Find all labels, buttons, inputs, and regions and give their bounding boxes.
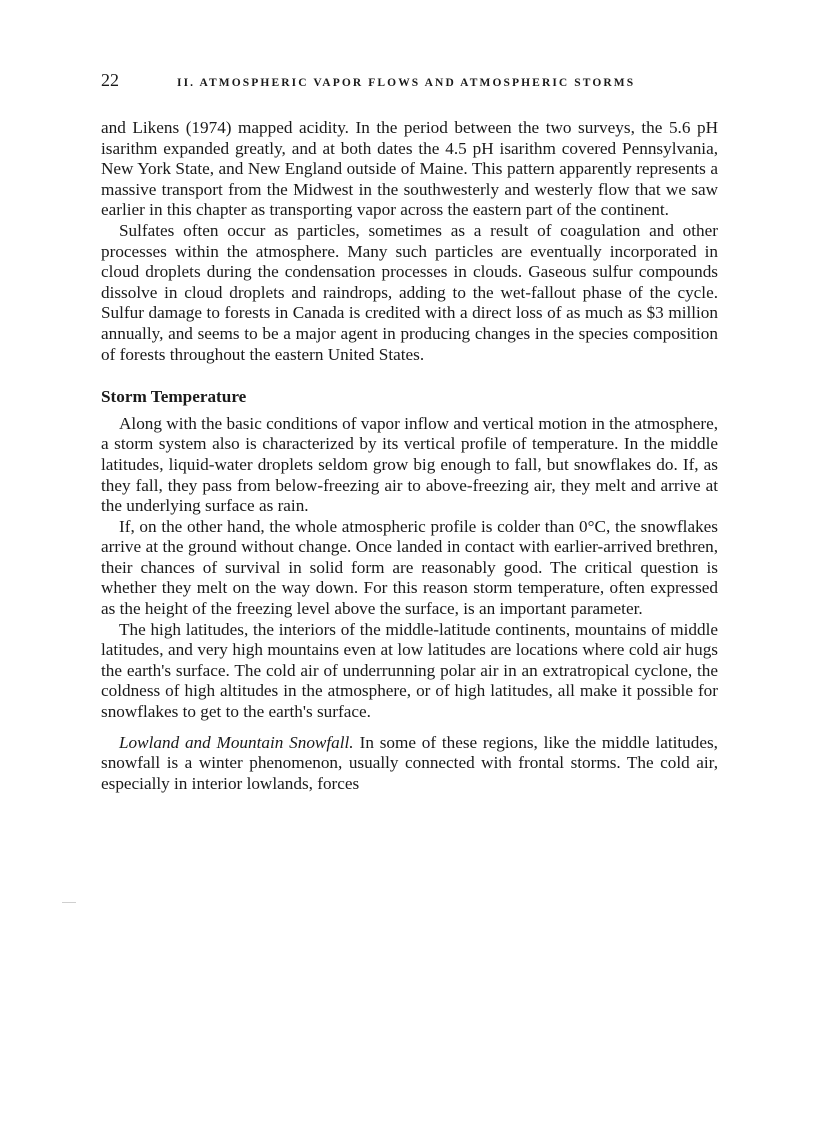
paragraph-acidity: and Likens (1974) mapped acidity. In the period between the two surveys, the 5.6 pH isarithm expanded greatly, and at both dates the 4.5 pH isarithm covered Pennsylvania, New York State, and New England outside of Maine. This pattern apparently represents a massive transport from the Midwest in the southwesterly and westerly flow that we saw earlier in this chapter as transporting vapor across the eastern part of the continent. [101, 118, 718, 220]
paragraph-snowfall [101, 733, 718, 795]
paragraph-snowfall-text: In some of these regions, like the middle latitudes, snowfall is a winter phenomenon, usually connected with frontal storms. The cold air, especially in interior lowlands, forces [101, 732, 718, 793]
paragraph-sulfates: Sulfates often occur as particles, sometimes as a result of coagulation and other processes within the atmosphere. Many such particles are eventually incorporated in cloud droplets during the condensation processes in clouds. Gaseous sulfur compounds dissolve in cloud droplets and raindrops, adding to the wet-fallout phase of the cycle. Sulfur damage to forests in Canada is credited with a direct loss of as much as $3 million annually, and seems to be a major agent in producing changes in the species composition of forests throughout the eastern United States. [101, 220, 718, 364]
chapter-title: II. ATMOSPHERIC VAPOR FLOWS AND ATMOSPHERIC STORMS [177, 77, 636, 89]
running-head [101, 70, 718, 98]
page-number: 22 [101, 70, 119, 90]
book-page [101, 70, 718, 794]
margin-mark [62, 902, 76, 903]
paragraph-cold-profile: If, on the other hand, the whole atmospheric profile is colder than 0°C, the snowflakes arrive at the ground without change. Once landed in contact with earlier-arrived brethren, their chances of survival in solid form are reasonably good. The critical question is whether they melt on the way down. For this reason storm temperature, often expressed as the height of the freezing level above the surface, is an important parameter. [101, 516, 718, 619]
paragraph-cold-regions: The high latitudes, the interiors of the middle-latitude continents, mountains of middle latitudes, and very high mountains even at low latitudes are locations where cold air hugs the earth's surface. The cold air of underrunning polar air in an extratropical cyclone, the coldness of high altitudes in the atmosphere, or of high latitudes, all make it possible for snowflakes to get to the earth's surface. [101, 619, 718, 722]
subsection-title: Lowland and Mountain Snowfall. [119, 732, 354, 752]
paragraph-vertical-profile: Along with the basic conditions of vapor inflow and vertical motion in the atmosphere, a storm system also is characterized by its vertical profile of temperature. In the middle latitudes, liquid-water droplets seldom grow big enough to fall, but snowflakes do. If, as they fall, they pass from below-freezing air to above-freezing air, they melt and arrive at the underlying surface as rain. [101, 413, 718, 516]
section-heading-storm-temperature: Storm Temperature [101, 387, 247, 407]
